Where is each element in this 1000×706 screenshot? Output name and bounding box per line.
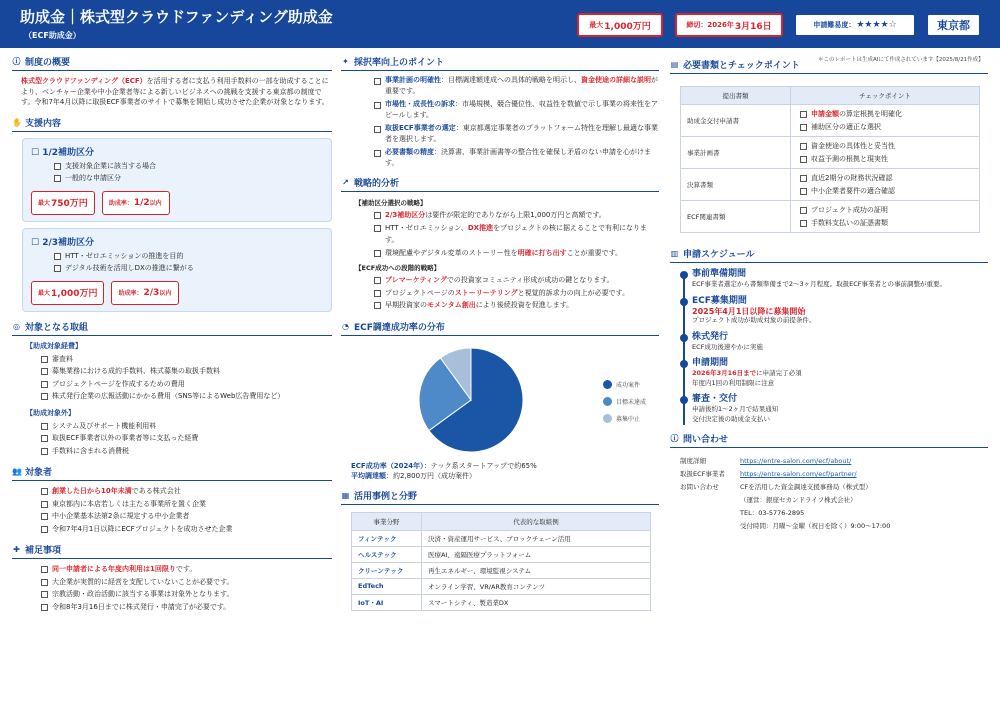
pie-chart-area <box>341 336 659 461</box>
about-link[interactable]: https://entre-salon.com/ecf/about/ <box>740 457 852 465</box>
left-column: ⓘ 制度の概要 株式型クラウドファンディング（ECF）を活用する者に支払う利用手数料の一部を助成することにより、ベンチャー企業や中小企業者等による新しいビジネスへの挑戦を支援する東京都の制度です。令和7年4月以降に取扱ECF事業者のサイトで募集を開始し成功させた企業が対象となります。 ✋ 支援内容 ☐ 1/2補助区分 支援対象企業に該当する場合 一般的な申請区分 最大 750万円 助成率： 1/2 以内 ☐ 2/3補助区分 HTT・ゼロエミッションの推進を目的 デジタル技術を活用しDXの推進に繋がる 最大 1,000万円 助成率： 2/3 以内 ◎ 対象となる取組 【助成対象経費】 審査料 募集業務における成約手数料、株式募集の取扱手数料 プロジェクトページを作成するための費用 株式発行企業の広報活動にかかる費用（SNS等によるWeb広告費用など） 【助成対象外】 システム及びサポート機能利用料 取扱ECF事業者以外の事業者等に支払った経費 手数料に含まれる消費税 👥 対象者 創業した日から10年未満である株式会社 東京都内に本店若しくは主たる事業所を置く企業 中小企業基本法第2条に規定する中小企業者 令和7年4月1日以降にECFプロジェクトを成功させた企業 ✚ 補足事項 同一申請者による年度内利用は1回限りです。 大企業が実質的に経営を支配していないことが必要です。 宗教活動・政治活動に該当する事業は対象外となります。 令和8年3月16日までに株式発行・申請完了が必要です。 <box>12 55 332 613</box>
table-row: EdTech オンライン学習、VR/AR教育コンテンツ <box>352 578 651 594</box>
target-icon: ◎ <box>13 321 20 331</box>
max-badge: 最大 1,000万円 <box>31 281 104 305</box>
rate-badge: 助成率： 1/2 以内 <box>102 191 170 215</box>
deadline-badge: 締切：2026年 3月16日 <box>675 13 783 37</box>
list-item: システム及びサポート機能利用料 <box>38 420 332 433</box>
table-row: ECF関連書類 プロジェクト成功の証明 手数料支払いの証憑書類 <box>681 201 980 233</box>
list-item: プロジェクトページを作成するための費用 <box>38 378 332 391</box>
legend-swatch <box>603 380 612 389</box>
table-row: クリーンテック 再生エネルギー、環境監視システム <box>352 562 651 578</box>
documents-table: 提出書類 チェックポイント 助成金交付申請書 申請金額の算定根拠を明確化 補助区分の適正な選択 事業計画書 資金使途の具体性と妥当性 収益予測の根拠と現実性 決算書類 直近2期分の財務状況確認 中小企業者要件の適合確認 ECF関連書類 プロジェクト成功の証明 手数料支払いの証憑書類 <box>680 86 980 233</box>
section-notes: ✚ 補足事項 <box>12 543 332 559</box>
list-item: 市場性・成長性の訴求：市場規模、競合優位性、収益性を数値で示し事業の将来性をアピールします。 <box>371 99 659 120</box>
right-column <box>670 58 988 533</box>
header-bar <box>0 0 1000 48</box>
list-item: 一般的な申請区分 <box>51 172 323 185</box>
page-title: 助成金｜株式型クラウドファンディング助成金 <box>20 8 333 26</box>
table-icon: ▦ <box>341 490 350 500</box>
schedule-step: ECF募集期間 2025年4月1日以降に募集開始 プロジェクト成功が助成対象の前提条件。 <box>680 296 988 326</box>
table-row: 事業計画書 資金使途の具体性と妥当性 収益予測の根拠と現実性 <box>681 137 980 169</box>
list-item: 2/3補助区分は要件が限定的でありながら上限1,000万円と高額です。 <box>371 209 659 222</box>
legend-swatch <box>603 397 612 406</box>
list-item: 宗教活動・政治活動に該当する事業は対象外となります。 <box>38 588 332 601</box>
section-chart: ◔ ECF調達成功率の分布 <box>341 320 659 336</box>
list-item: 株式発行企業の広報活動にかかる費用（SNS等によるWeb広告費用など） <box>38 390 332 403</box>
list-item: 中小企業基本法第2条に規定する中小企業者 <box>38 510 332 523</box>
list-item: 早期投資家のモメンタム創出により後続投資を促進します。 <box>371 299 659 312</box>
legend-swatch <box>603 414 612 423</box>
max-badge: 最大 750万円 <box>31 191 95 215</box>
list-item: 大企業が実質的に経営を支配していないことが必要です。 <box>38 576 332 589</box>
list-item: 令和8年3月16日までに株式発行・申請完了が必要です。 <box>38 601 332 614</box>
list-item: 令和7年4月1日以降にECFプロジェクトを成功させた企業 <box>38 523 332 536</box>
section-support: ✋ 支援内容 <box>12 116 332 132</box>
difficulty-badge: 申請難易度： ★★★★☆ <box>794 13 916 37</box>
overview-text: 株式型クラウドファンディング（ECF）を活用する者に支払う利用手数料の一部を助成することにより、ベンチャー企業や中小企業者等による新しいビジネスへの挑戦を支援する東京都の制度です。令和7年4月以降に取扱ECF事業者のサイトで募集を開始し成功させた企業が対象となります。 <box>21 77 329 106</box>
schedule-step: 株式発行 ECF成功後速やかに実施 <box>680 332 988 353</box>
support-panel-two-thirds: ☐ 2/3補助区分 HTT・ゼロエミッションの推進を目的 デジタル技術を活用しDXの推進に繋がる 最大 1,000万円 助成率： 2/3 以内 <box>22 228 332 312</box>
list-item: 支援対象企業に該当する場合 <box>51 160 323 173</box>
info-icon: ⓘ <box>670 434 679 443</box>
list-item: 審査料 <box>38 353 332 366</box>
chart-line-icon: ↗ <box>342 178 349 187</box>
schedule-step: 事前準備期間 ECF事業者選定から書類準備まで2〜3ヶ月程度。取扱ECF事業者との事前調整が重要。 <box>680 269 988 290</box>
middle-column: ✦ 採択率向上のポイント 事業計画の明確性：目標調達額達成への具体的戦略を明示し、資金使途の詳細な説明が重要です。 市場性・成長性の訴求：市場規模、競合優位性、収益性を数値で示し事業の将来性をアピールします。 取扱ECF事業者の選定：東京都選定事業者のプラットフォーム特性を理解し最適な事業者を選択します。 必要書類の精度：決算書、事業計画書等の整合性を確保し矛盾のない申請を心がけます。 ↗ 戦略的分析 【補助区分選択の戦略】 2/3補助区分は要件が限定的でありながら上限1,000万円と高額です。 HTT・ゼロエミッション、DX推進をプロジェクトの核に据えることで有利になります。 環境配慮やデジタル変革のストーリー性を明確に打ち出すことが重要です。 【ECF成功への段階的戦略】 プレマーケティングでの投資家コミュニティ形成が成功の鍵となります。 プロジェクトページのストーリーテリングと視覚的訴求力の向上が必要です。 早期投資家のモメンタム創出により後続投資を促進します。 ◔ ECF調達成功率の分布 成功案件 目標未達成 募集中止 ECF成功率（2024年）：テック系スタートアップで約65% 平均調達額：約2,800万円（成功案件） ▦ 活用事例と分野 事業分野 代表的な取組例 フィンテック 決済・資産運用サービス、ブロックチェーン活用 ヘルステック 医療AI、遠隔医療プラットフォーム クリーンテック 再生エネルギー、環境監視システム EdTech オンライン学習、VR/AR教育コンテンツ IoT・AI スマートシティ、製造業DX <box>341 55 659 611</box>
ai-notice: ＊このレポートは生成AIにて作成されています【2025/8/21作成】 <box>818 57 984 63</box>
list-item: 東京都内に本店若しくは主たる事業所を置く企業 <box>38 498 332 511</box>
calendar-icon: ▥ <box>670 249 679 258</box>
list-item: プロジェクトページのストーリーテリングと視覚的訴求力の向上が必要です。 <box>371 287 659 300</box>
list-item: 同一申請者による年度内利用は1回限りです。 <box>38 563 332 576</box>
section-schedule: ▥ 申請スケジュール <box>670 247 988 263</box>
cases-table: 事業分野 代表的な取組例 フィンテック 決済・資産運用サービス、ブロックチェーン活用 ヘルステック 医療AI、遠隔医療プラットフォーム クリーンテック 再生エネルギー、環境監視システム EdTech オンライン学習、VR/AR教育コンテンツ IoT・AI スマートシティ、製造業DX <box>351 512 651 611</box>
document-icon: ▤ <box>670 60 679 69</box>
list-item: 取扱ECF事業者以外の事業者等に支払った経費 <box>38 432 332 445</box>
users-icon: 👥 <box>12 467 22 476</box>
chart-legend <box>603 380 646 431</box>
section-documents: ▤ 必要書類とチェックポイント <box>670 58 988 74</box>
region-badge: 東京都 <box>926 13 981 37</box>
table-row: フィンテック 決済・資産運用サービス、ブロックチェーン活用 <box>352 530 651 546</box>
rate-badge: 助成率： 2/3 以内 <box>111 281 179 305</box>
schedule-step: 審査・交付 申請後約1〜2ヶ月で結果通知 交付決定後の助成金支払い <box>680 394 988 424</box>
list-item: 事業計画の明確性：目標調達額達成への具体的戦略を明示し、資金使途の詳細な説明が重要です。 <box>371 75 659 96</box>
section-cases: ▦ 活用事例と分野 <box>341 489 659 505</box>
pie-chart <box>411 340 531 460</box>
section-targets: ◎ 対象となる取組 <box>12 320 332 336</box>
chart-stats: ECF成功率（2024年）：テック系スタートアップで約65% 平均調達額：約2,800万円（成功案件） <box>351 461 537 480</box>
legend-item: 募集中止 <box>603 414 646 423</box>
schedule-timeline <box>680 269 988 424</box>
phone-number: TEL：03-5776-2895 <box>740 509 805 517</box>
max-amount-badge: 最大 1,000万円 <box>577 13 663 37</box>
difficulty-stars: ★★★★☆ <box>856 20 897 30</box>
table-row: 決算書類 直近2期分の財務状況確認 中小企業者要件の適合確認 <box>681 169 980 201</box>
section-strategy: ↗ 戦略的分析 <box>341 176 659 192</box>
pie-chart-icon: ◔ <box>342 321 349 331</box>
list-item: プレマーケティングでの投資家コミュニティ形成が成功の鍵となります。 <box>371 274 659 287</box>
list-item: 手数料に含まれる消費税 <box>38 445 332 458</box>
list-item: 取扱ECF事業者の選定：東京都選定事業者のプラットフォーム特性を理解し最適な事業者を選択します。 <box>371 123 659 144</box>
section-contact: ⓘ 問い合わせ <box>670 432 988 448</box>
section-eligibility: 👥 対象者 <box>12 465 332 481</box>
section-points: ✦ 採択率向上のポイント <box>341 55 659 71</box>
list-item: 必要書類の精度：決算書、事業計画書等の整合性を確保し矛盾のない申請を心がけます。 <box>371 147 659 168</box>
support-panel-half: ☐ 1/2補助区分 支援対象企業に該当する場合 一般的な申請区分 最大 750万円 助成率： 1/2 以内 <box>22 138 332 222</box>
legend-item: 成功案件 <box>603 380 646 389</box>
list-item: HTT・ゼロエミッションの推進を目的 <box>51 250 323 263</box>
legend-item: 目標未達成 <box>603 397 646 406</box>
table-row: ヘルステック 医療AI、遠隔医療プラットフォーム <box>352 546 651 562</box>
list-item: 環境配慮やデジタル変革のストーリー性を明確に打ち出すことが重要です。 <box>371 247 659 260</box>
list-item: デジタル技術を活用しDXの推進に繋がる <box>51 262 323 275</box>
contact-info: 制度詳細 https://entre-salon.com/ecf/about/ 取扱ECF事業者 https://entre-salon.com/ecf/partner/ お問い合わせ CFを活用した資金調達支援事務局（株式型） （運営：銀座セカンドライフ株式会社） TEL：03-5776-2895 受付時間：月曜〜金曜（祝日を除く）9:00〜17:00 <box>680 457 891 530</box>
plus-icon: ✚ <box>13 545 20 554</box>
handshake-icon: ✋ <box>12 117 22 127</box>
table-row: IoT・AI スマートシティ、製造業DX <box>352 594 651 610</box>
info-icon: ⓘ <box>12 57 21 66</box>
schedule-step: 申請期間 2026年3月16日までに申請完了必須 年度内1回の利用制限に注意 <box>680 358 988 388</box>
list-item: 募集業務における成約手数料、株式募集の取扱手数料 <box>38 365 332 378</box>
list-item: 創業した日から10年未満である株式会社 <box>38 485 332 498</box>
table-row: 助成金交付申請書 申請金額の算定根拠を明確化 補助区分の適正な選択 <box>681 105 980 137</box>
section-overview: ⓘ 制度の概要 <box>12 55 332 71</box>
page-subtitle: （ECF助成金） <box>24 31 81 40</box>
lightbulb-icon: ✦ <box>342 57 349 66</box>
partner-link[interactable]: https://entre-salon.com/ecf/partner/ <box>740 470 857 478</box>
list-item: HTT・ゼロエミッション、DX推進をプロジェクトの核に据えることで有利になります。 <box>371 222 659 247</box>
